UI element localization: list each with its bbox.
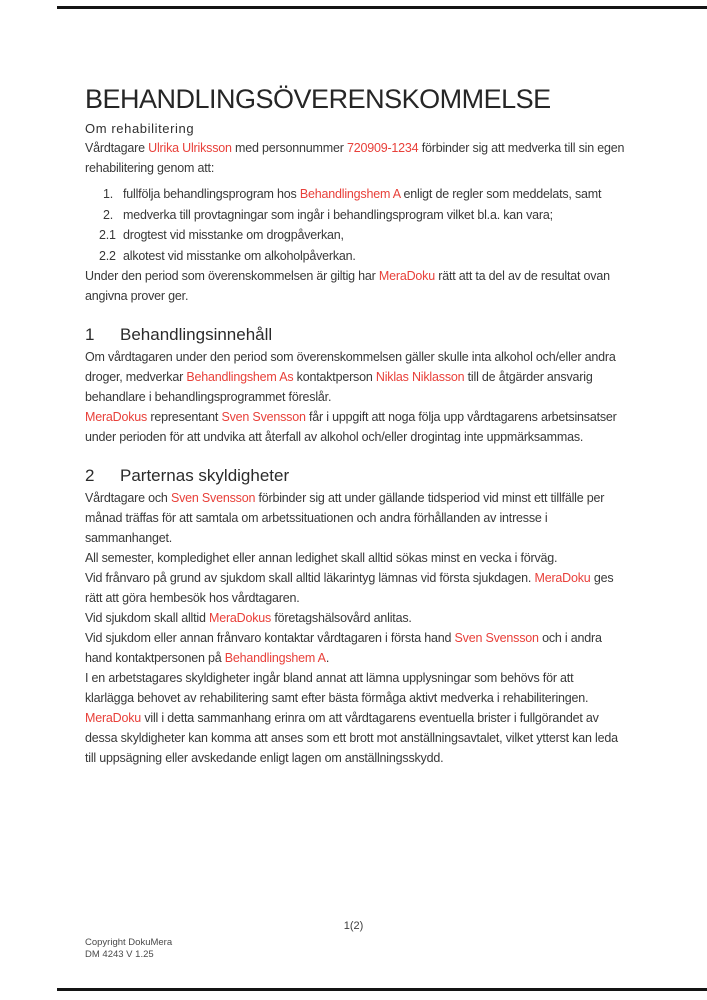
text-run: fullfölja behandlingsprogram hos [123, 187, 300, 201]
text-run: Vid sjukdom eller annan frånvaro kontaktar vårdtagaren i första hand [85, 631, 455, 645]
paragraph [85, 407, 625, 447]
text-run: kontaktperson [293, 370, 376, 384]
highlighted-text: MeraDoku [534, 571, 591, 585]
list-marker: 1. [103, 187, 114, 201]
paragraph-period [85, 266, 625, 306]
text-run: Under den period som överenskommelsen är giltig har [85, 269, 379, 283]
highlighted-text: Behandlingshem A [224, 651, 326, 665]
section-title: Behandlingsinnehåll [120, 325, 273, 344]
highlighted-text: Sven Svensson [221, 410, 306, 424]
text-run: rätt att ta del av de resultat ovan angivna prover ger. [85, 269, 610, 303]
section-number: 1 [85, 325, 95, 344]
section-title: Parternas skyldigheter [120, 466, 290, 485]
text-run: medverka till provtagningar som ingår i behandlingsprogram vilket bl.a. kan vara; [123, 207, 553, 222]
document-title: BEHANDLINGSÖVERENSKOMMELSE [85, 84, 551, 114]
highlighted-text: Niklas Niklasson [375, 370, 465, 384]
text-run: ges rätt att göra hembesök hos vårdtagaren. [85, 571, 614, 605]
text-run: till de åtgärder ansvarig behandlare i behandlingsprogrammet föreslår. [85, 370, 593, 404]
document-subtitle: Om rehabilitering [85, 121, 195, 136]
text-run: Vid frånvaro på grund av sjukdom skall alltid läkarintyg lämnas vid första sjukdagen. [85, 571, 535, 585]
text-run: Vårdtagare [85, 141, 149, 155]
list-item-text [123, 249, 356, 263]
footer-copyright: Copyright DokuMera [85, 937, 173, 948]
paragraph [85, 628, 625, 668]
intro-paragraph [85, 138, 625, 178]
highlighted-text: Behandlingshem A [299, 187, 401, 201]
paragraph [85, 347, 625, 407]
text-run: vill i detta sammanhang erinra om att vårdtagarens eventuella brister i fullgörandet av dessa skyldigheter kan komma att anses som ett brott mot anställningsavtalet, vilket ytterst kan leda till uppsägning eller avskedande enligt lagen om anställningsskydd. [85, 711, 618, 765]
list-item-text [123, 228, 344, 242]
text-run: representant [147, 410, 222, 424]
list-item-text [123, 187, 601, 201]
page-number: 1(2) [343, 920, 364, 932]
footer [85, 937, 172, 961]
highlighted-text: MeraDoku [378, 269, 435, 283]
text-run: I en arbetstagares skyldigheter ingår bland annat att lämna upplysningar som behövs för att klarlägga behovet av rehabilitering samt efter bästa förmåga aktivt medverka i rehabiliteringen. [85, 671, 589, 705]
highlighted-text: MeraDokus [209, 611, 272, 625]
text-run: förbinder sig att under gällande tidsperiod vid minst ett tillfälle per månad träffas för att samtala om arbetssituationen och andra förhållanden av intresse i sammanhanget. [85, 491, 605, 545]
paragraph [85, 488, 625, 548]
section-heading-2 [85, 464, 625, 488]
highlighted-text: 720909-1234 [346, 141, 419, 155]
text-run: får i uppgift att noga följa upp vårdtagarens arbetsinsatser under perioden för att undvika att återfall av alkohol och/eller drogintag inte uppmärksammas. [85, 410, 617, 444]
text-run: drogtest vid misstanke om drogpåverkan, [123, 228, 344, 242]
list-item [85, 225, 625, 246]
paragraph [85, 608, 625, 628]
document-content [85, 0, 625, 768]
text-run: Vid sjukdom skall alltid [85, 611, 209, 625]
text-run: alkotest vid misstanke om alkoholpåverkan. [123, 248, 356, 263]
highlighted-text: Ulrika Ulriksson [148, 141, 232, 155]
section-heading-1 [85, 323, 625, 347]
list-marker: 2.1 [99, 228, 116, 242]
paragraph [85, 568, 625, 608]
paragraph [85, 548, 625, 568]
section-number: 2 [85, 466, 95, 485]
list-item [85, 184, 625, 205]
text-run: enligt de regler som meddelats, samt [400, 187, 602, 201]
highlighted-text: Sven Svensson [454, 631, 539, 645]
text-run: företagshälsovård anlitas. [271, 611, 412, 625]
text-run: All semester, kompledighet eller annan ledighet skall alltid sökas minst en vecka i förväg. [85, 551, 558, 565]
footer-doc-id: DM 4243 V 1.25 [85, 949, 154, 960]
highlighted-text: MeraDoku [85, 711, 142, 725]
highlighted-text: Behandlingshem As [186, 370, 294, 384]
highlighted-text: Sven Svensson [170, 491, 256, 505]
text-run: förbinder sig att medverka till sin egen rehabilitering genom att: [85, 141, 625, 175]
paragraph [85, 668, 625, 768]
list-item-text [123, 208, 553, 222]
highlighted-text: MeraDokus [85, 410, 148, 424]
text-run: Om vårdtagaren under den period som överenskommelsen gäller skulle inta alkohol och/eller andra droger, medverkar [85, 350, 616, 384]
scan-artifact-line-bottom [57, 988, 707, 991]
text-run: Vårdtagare och [85, 491, 171, 505]
list-marker: 2. [103, 207, 114, 222]
text-run: . [325, 651, 330, 665]
list-item [85, 205, 625, 226]
list-marker: 2.2 [99, 248, 116, 263]
text-run: med personnummer [231, 141, 347, 155]
text-run: och i andra hand kontaktpersonen på [85, 631, 602, 665]
list-item [85, 246, 625, 267]
numbered-list [85, 184, 625, 266]
